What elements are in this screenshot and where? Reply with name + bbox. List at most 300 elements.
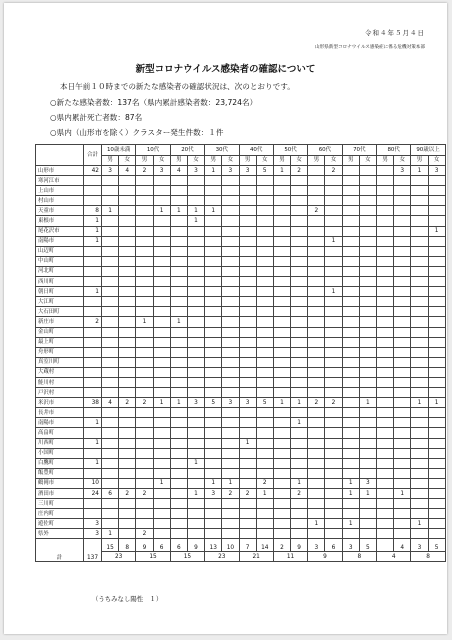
case-count	[119, 256, 136, 266]
sum-by-age: 8	[342, 552, 376, 562]
case-count	[428, 277, 445, 287]
case-count	[205, 519, 222, 529]
case-count	[102, 216, 119, 226]
case-count	[239, 256, 256, 266]
table-row	[36, 236, 446, 246]
case-count	[308, 347, 325, 357]
row-total	[84, 367, 102, 377]
table-row	[36, 458, 446, 468]
case-count	[291, 519, 308, 529]
sum-by-sex: 9	[187, 539, 204, 552]
header-male: 男	[342, 155, 359, 166]
case-count	[153, 246, 170, 256]
case-count	[187, 266, 204, 276]
case-count	[411, 489, 428, 499]
case-count	[308, 478, 325, 488]
case-count	[102, 236, 119, 246]
case-count	[153, 509, 170, 519]
municipality-name: 中山町	[36, 256, 84, 266]
case-count	[325, 266, 342, 276]
header-male: 男	[136, 155, 153, 166]
case-count	[273, 418, 290, 428]
table-row	[36, 408, 446, 418]
case-count	[102, 418, 119, 428]
case-count	[359, 216, 376, 226]
municipality-name: 遊佐町	[36, 519, 84, 529]
header-female: 女	[222, 155, 239, 166]
case-count	[222, 468, 239, 478]
case-count	[170, 307, 187, 317]
case-count: 1	[153, 398, 170, 408]
sum-by-sex: 6	[170, 539, 187, 552]
case-count	[187, 277, 204, 287]
case-count: 2	[119, 489, 136, 499]
case-count	[291, 307, 308, 317]
case-count	[325, 327, 342, 337]
case-count	[428, 176, 445, 186]
case-count: 3	[153, 166, 170, 176]
row-total	[84, 256, 102, 266]
case-count	[239, 458, 256, 468]
row-total: 24	[84, 489, 102, 499]
table-row	[36, 357, 446, 367]
case-count	[394, 438, 411, 448]
case-count	[308, 357, 325, 367]
case-count	[153, 196, 170, 206]
case-count	[273, 489, 290, 499]
sum-by-sex: 15	[102, 539, 119, 552]
header-total: 合計	[84, 145, 102, 166]
case-count: 4	[119, 166, 136, 176]
case-count	[187, 377, 204, 387]
case-count: 1	[187, 458, 204, 468]
case-count: 1	[187, 216, 204, 226]
municipality-name: 大江町	[36, 297, 84, 307]
case-count	[308, 468, 325, 478]
case-count	[342, 236, 359, 246]
sum-by-sex: 10	[222, 539, 239, 552]
case-count	[222, 216, 239, 226]
case-count	[136, 327, 153, 337]
case-count	[153, 489, 170, 499]
case-count	[273, 186, 290, 196]
case-count	[187, 176, 204, 186]
case-count	[222, 458, 239, 468]
row-total	[84, 428, 102, 438]
case-count	[170, 418, 187, 428]
case-count	[273, 196, 290, 206]
row-total	[84, 277, 102, 287]
case-count	[222, 388, 239, 398]
case-count	[136, 186, 153, 196]
case-count	[222, 428, 239, 438]
case-count	[187, 357, 204, 367]
table-row	[36, 418, 446, 428]
case-count	[377, 448, 394, 458]
case-count	[394, 357, 411, 367]
case-count	[205, 418, 222, 428]
case-count	[239, 186, 256, 196]
case-count	[411, 377, 428, 387]
case-count	[187, 418, 204, 428]
case-count	[256, 448, 273, 458]
case-count: 3	[428, 166, 445, 176]
case-count	[222, 287, 239, 297]
case-count	[377, 428, 394, 438]
case-count	[222, 317, 239, 327]
case-count	[153, 256, 170, 266]
case-count	[102, 266, 119, 276]
issuing-organization: 山形県新型コロナウイルス感染症に係る危機対策本部	[315, 45, 425, 50]
case-count	[342, 196, 359, 206]
case-count	[187, 509, 204, 519]
table-row	[36, 277, 446, 287]
case-count: 2	[291, 489, 308, 499]
case-count	[377, 327, 394, 337]
case-count	[359, 428, 376, 438]
case-count	[256, 337, 273, 347]
row-total	[84, 327, 102, 337]
case-count	[136, 347, 153, 357]
header-male: 男	[239, 155, 256, 166]
case-count	[239, 468, 256, 478]
case-count	[153, 458, 170, 468]
case-count	[170, 297, 187, 307]
case-count	[273, 377, 290, 387]
case-count	[153, 438, 170, 448]
case-count	[428, 489, 445, 499]
case-count	[359, 166, 376, 176]
case-count	[205, 499, 222, 509]
case-count	[273, 256, 290, 266]
case-count	[187, 226, 204, 236]
case-count	[239, 266, 256, 276]
case-count	[394, 256, 411, 266]
sum-by-age: 23	[102, 552, 136, 562]
case-count	[411, 256, 428, 266]
case-count	[102, 458, 119, 468]
case-count: 1	[102, 206, 119, 216]
case-count	[325, 499, 342, 509]
case-count	[325, 408, 342, 418]
row-total	[84, 377, 102, 387]
case-count	[222, 377, 239, 387]
municipality-name: 県外	[36, 529, 84, 539]
case-count	[377, 196, 394, 206]
case-count	[222, 509, 239, 519]
case-count	[102, 468, 119, 478]
case-count	[256, 428, 273, 438]
case-count: 1	[222, 478, 239, 488]
case-count	[411, 297, 428, 307]
case-count	[411, 287, 428, 297]
case-count: 1	[359, 489, 376, 499]
case-count	[205, 347, 222, 357]
case-count	[222, 246, 239, 256]
case-count	[394, 266, 411, 276]
case-count	[428, 357, 445, 367]
case-count	[205, 317, 222, 327]
case-count	[170, 408, 187, 418]
municipality-name: 川西町	[36, 438, 84, 448]
case-count: 3	[222, 398, 239, 408]
case-count	[377, 166, 394, 176]
case-count	[342, 166, 359, 176]
sum-by-sex: 3	[308, 539, 325, 552]
clusters-line: ○県内（山形市を除く）クラスター発生件数：１件	[50, 128, 224, 137]
case-count	[377, 489, 394, 499]
case-count	[239, 327, 256, 337]
case-count	[187, 367, 204, 377]
case-count	[359, 438, 376, 448]
row-total: 10	[84, 478, 102, 488]
case-count	[136, 438, 153, 448]
row-total	[84, 297, 102, 307]
case-count	[308, 509, 325, 519]
case-count	[342, 327, 359, 337]
case-count	[153, 367, 170, 377]
case-count	[205, 256, 222, 266]
case-count	[256, 266, 273, 276]
case-count	[256, 206, 273, 216]
case-count: 2	[136, 166, 153, 176]
case-count: 5	[256, 398, 273, 408]
case-count	[153, 337, 170, 347]
municipality-name: 山形市	[36, 166, 84, 176]
case-count	[428, 206, 445, 216]
header-age-group: 10代	[136, 145, 170, 156]
case-count	[394, 468, 411, 478]
case-count	[428, 388, 445, 398]
case-count	[239, 408, 256, 418]
case-count	[239, 176, 256, 186]
case-count	[394, 246, 411, 256]
sum-by-sex: 5	[359, 539, 376, 552]
case-count	[119, 226, 136, 236]
case-count	[205, 367, 222, 377]
case-count	[325, 468, 342, 478]
case-count: 2	[239, 489, 256, 499]
case-count	[205, 468, 222, 478]
row-total	[84, 337, 102, 347]
case-count	[411, 226, 428, 236]
case-count	[273, 367, 290, 377]
case-count	[102, 297, 119, 307]
case-count	[119, 388, 136, 398]
case-count	[291, 458, 308, 468]
header-female: 女	[291, 155, 308, 166]
row-total: 1	[84, 418, 102, 428]
municipality-name: 河北町	[36, 266, 84, 276]
case-count	[325, 347, 342, 357]
sum-by-sex: 3	[411, 539, 428, 552]
case-count	[205, 337, 222, 347]
case-count	[170, 266, 187, 276]
case-count	[102, 347, 119, 357]
case-count: 1	[411, 398, 428, 408]
case-count	[428, 458, 445, 468]
case-count	[291, 287, 308, 297]
case-count: 1	[342, 478, 359, 488]
case-count	[119, 206, 136, 216]
case-count	[394, 206, 411, 216]
case-count	[291, 499, 308, 509]
case-count	[411, 509, 428, 519]
case-count: 1	[291, 418, 308, 428]
case-count	[136, 388, 153, 398]
case-count	[308, 438, 325, 448]
case-count	[394, 196, 411, 206]
case-count	[136, 408, 153, 418]
case-count	[256, 216, 273, 226]
case-count	[308, 287, 325, 297]
case-count	[239, 377, 256, 387]
case-count	[377, 206, 394, 216]
case-count	[256, 277, 273, 287]
case-count	[239, 509, 256, 519]
row-total: 38	[84, 398, 102, 408]
case-count	[170, 337, 187, 347]
case-count	[359, 377, 376, 387]
row-total	[84, 388, 102, 398]
case-count	[308, 489, 325, 499]
case-count	[377, 478, 394, 488]
document-title: 新型コロナウイルス感染者の確認について	[135, 64, 316, 75]
case-count	[239, 519, 256, 529]
case-count	[153, 499, 170, 509]
case-count	[359, 357, 376, 367]
case-count	[102, 287, 119, 297]
header-age-group: 60代	[308, 145, 342, 156]
municipality-name: 金山町	[36, 327, 84, 337]
case-count	[170, 367, 187, 377]
case-count	[153, 216, 170, 226]
header-female: 女	[394, 155, 411, 166]
table-row	[36, 448, 446, 458]
case-count	[411, 438, 428, 448]
case-count	[291, 297, 308, 307]
case-count: 3	[205, 489, 222, 499]
municipality-name: 最上町	[36, 337, 84, 347]
table-row	[36, 176, 446, 186]
case-count	[428, 478, 445, 488]
case-count	[222, 226, 239, 236]
table-row	[36, 337, 446, 347]
case-count	[205, 277, 222, 287]
case-count	[205, 438, 222, 448]
case-count	[222, 196, 239, 206]
case-count: 1	[428, 398, 445, 408]
table-row	[36, 307, 446, 317]
case-count	[170, 509, 187, 519]
case-count	[273, 317, 290, 327]
case-count	[136, 519, 153, 529]
case-count	[359, 499, 376, 509]
case-count: 4	[170, 166, 187, 176]
case-count	[256, 509, 273, 519]
case-count	[411, 186, 428, 196]
case-count: 1	[256, 489, 273, 499]
case-count	[342, 337, 359, 347]
case-count	[187, 347, 204, 357]
municipality-name: 尾花沢市	[36, 226, 84, 236]
case-count	[308, 166, 325, 176]
case-count	[377, 347, 394, 357]
case-count	[359, 408, 376, 418]
case-count	[119, 468, 136, 478]
case-count	[222, 408, 239, 418]
case-count	[394, 519, 411, 529]
case-count	[170, 428, 187, 438]
case-count	[222, 236, 239, 246]
case-count	[273, 337, 290, 347]
case-count	[239, 206, 256, 216]
case-count	[308, 377, 325, 387]
case-count	[411, 357, 428, 367]
case-count	[136, 176, 153, 186]
case-count	[342, 297, 359, 307]
case-count	[359, 337, 376, 347]
case-count	[428, 216, 445, 226]
case-count	[256, 317, 273, 327]
case-count	[239, 337, 256, 347]
case-count	[187, 478, 204, 488]
case-count	[170, 196, 187, 206]
case-count	[205, 246, 222, 256]
case-count	[119, 428, 136, 438]
municipality-name: 小国町	[36, 448, 84, 458]
case-count: 4	[102, 398, 119, 408]
case-count	[222, 499, 239, 509]
case-count	[205, 377, 222, 387]
case-count	[205, 287, 222, 297]
sum-by-sex: 3	[342, 539, 359, 552]
case-count	[394, 408, 411, 418]
case-count	[136, 307, 153, 317]
municipality-name: 新庄市	[36, 317, 84, 327]
case-count	[102, 509, 119, 519]
case-count	[205, 458, 222, 468]
case-count	[102, 478, 119, 488]
municipality-name: 南陽市	[36, 236, 84, 246]
case-count	[377, 266, 394, 276]
case-count	[359, 297, 376, 307]
municipality-name: 寒河江市	[36, 176, 84, 186]
case-count	[325, 216, 342, 226]
case-count	[394, 388, 411, 398]
case-count: 1	[291, 398, 308, 408]
case-count	[291, 367, 308, 377]
case-count	[394, 327, 411, 337]
case-count	[428, 246, 445, 256]
case-count	[359, 388, 376, 398]
case-count	[136, 246, 153, 256]
case-count	[428, 337, 445, 347]
case-count	[273, 458, 290, 468]
sum-by-sex: 14	[256, 539, 273, 552]
case-count	[291, 236, 308, 246]
case-count	[256, 438, 273, 448]
case-count	[187, 408, 204, 418]
case-count	[187, 327, 204, 337]
case-count	[256, 357, 273, 367]
case-count: 3	[239, 398, 256, 408]
case-count: 1	[205, 206, 222, 216]
case-count	[273, 246, 290, 256]
case-count	[342, 408, 359, 418]
case-count	[187, 448, 204, 458]
case-count: 1	[411, 166, 428, 176]
